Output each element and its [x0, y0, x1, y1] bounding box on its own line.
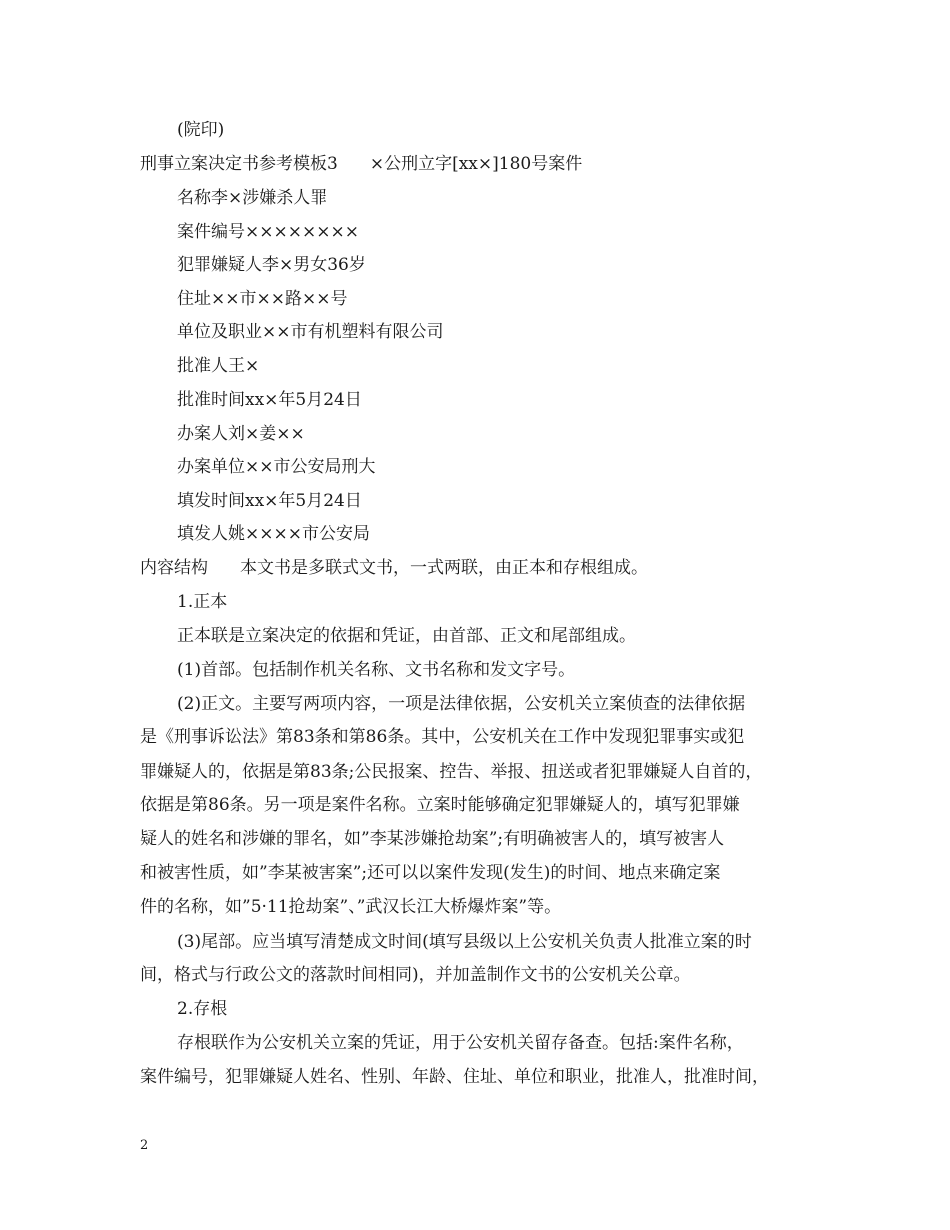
address: 住址××市××路××号: [177, 289, 348, 309]
page-number: 2: [140, 1138, 149, 1153]
case-name: 名称李×涉嫌杀人罪: [177, 188, 328, 208]
paragraph-cont: 罪嫌疑人的，依据是第83条;公民报案、控告、举报、扭送或者犯罪嫌疑人自首的，: [140, 762, 763, 782]
seal-note: (院印): [177, 120, 225, 140]
handler: 办案人刘×姜××: [177, 424, 305, 444]
issue-date: 填发时间xx×年5月24日: [177, 491, 362, 511]
paragraph-cont: 和被害性质，如”李某被害案”;还可以以案件发现(发生)的时间、地点来确定案: [140, 863, 721, 883]
structure-line: [140, 556, 648, 580]
paragraph: (1)首部。包括制作机关名称、文书名称和发文字号。: [177, 660, 576, 680]
paragraph-cont: 依据是第86条。另一项是案件名称。立案时能够确定犯罪嫌疑人的，填写犯罪嫌: [140, 795, 740, 815]
document-number: ×公刑立字[xx×]180号案件: [369, 154, 583, 174]
title-line: [140, 152, 582, 176]
paragraph-cont: 间，格式与行政公文的落款时间相同)，并加盖制作文书的公安机关公章。: [140, 965, 691, 985]
employer: 单位及职业××市有机塑料有限公司: [177, 322, 444, 342]
case-number: 案件编号××××××××: [177, 222, 359, 242]
paragraph-cont: 是《刑事诉讼法》第83条和第86条。其中，公安机关在工作中发现犯罪事实或犯: [140, 727, 745, 747]
approval-date: 批准时间xx×年5月24日: [177, 390, 362, 410]
section-heading: 内容结构: [140, 558, 208, 578]
subheading-original: 1.正本: [177, 592, 228, 612]
paragraph-cont: 疑人的姓名和涉嫌的罪名，如”李某涉嫌抢劫案”;有明确被害人的，填写被害人: [140, 829, 725, 849]
template-title: 刑事立案决定书参考模板3: [140, 154, 338, 174]
paragraph-cont: 件的名称，如”5·11抢劫案”、”武汉长江大桥爆炸案”等。: [140, 897, 562, 917]
paragraph-cont: 案件编号，犯罪嫌疑人姓名、性别、年龄、住址、单位和职业，批准人，批准时间，: [140, 1067, 769, 1087]
handling-unit: 办案单位××市公安局刑大: [177, 457, 376, 477]
subheading-stub: 2.存根: [177, 999, 228, 1019]
paragraph: (3)尾部。应当填写清楚成文时间(填写县级以上公安机关负责人批准立案的时: [177, 932, 752, 952]
paragraph: 存根联作为公安机关立案的凭证，用于公安机关留存备查。包括:案件名称，: [177, 1033, 744, 1053]
paragraph: 正本联是立案决定的依据和凭证，由首部、正文和尾部组成。: [177, 626, 636, 646]
issuer: 填发人姚××××市公安局: [177, 524, 370, 544]
structure-text: 本文书是多联式文书，一式两联，由正本和存根组成。: [240, 558, 648, 578]
suspect-info: 犯罪嫌疑人李×男女36岁: [177, 255, 366, 275]
approver: 批准人王×: [177, 356, 260, 376]
paragraph: (2)正文。主要写两项内容，一项是法律依据，公安机关立案侦查的法律依据: [177, 694, 746, 714]
